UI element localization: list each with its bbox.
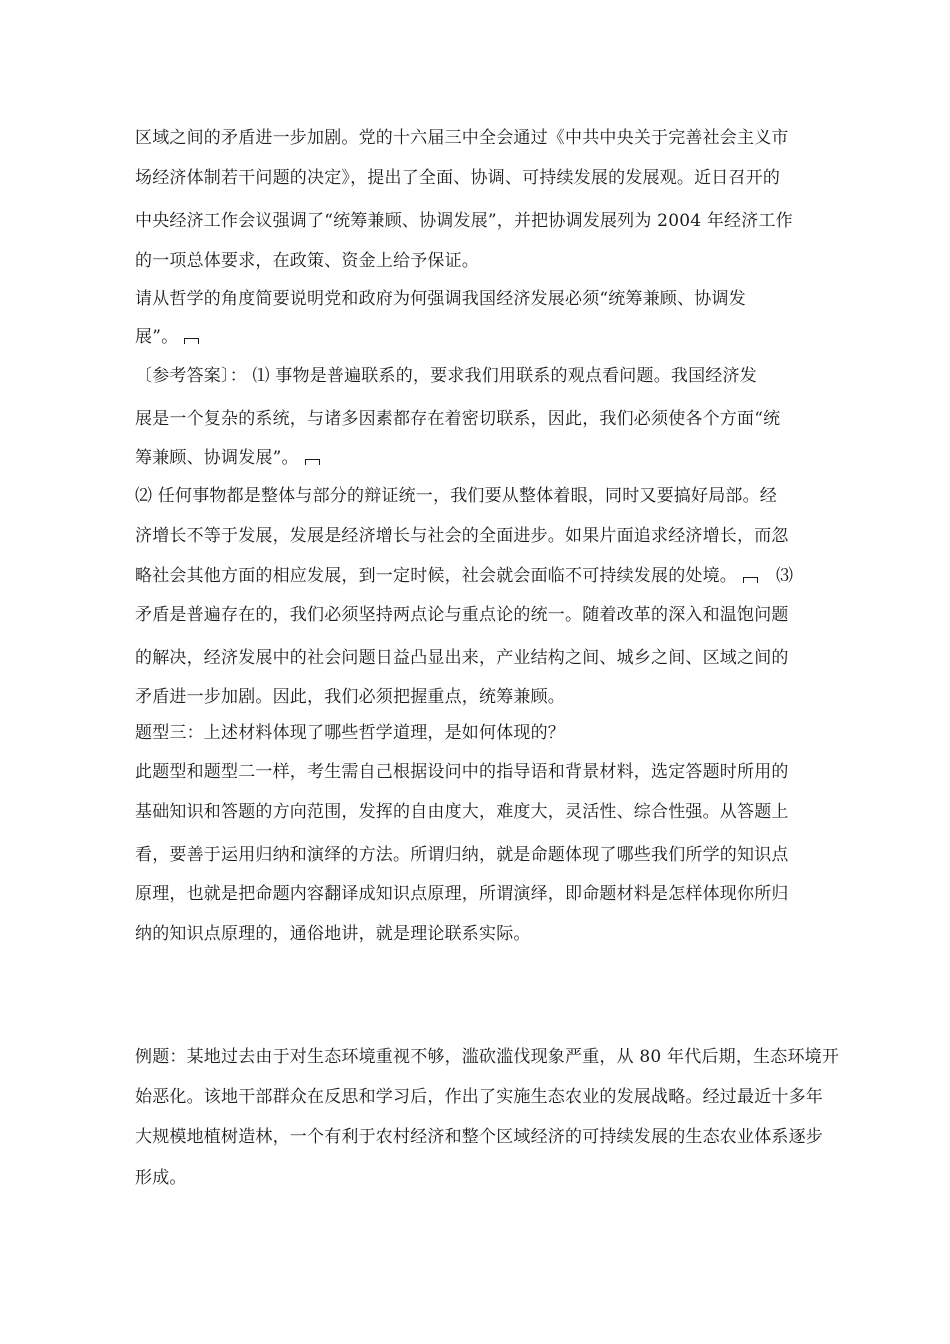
bracket-mark-icon (743, 577, 758, 583)
answer-line: 〔参考答案〕： ⑴ 事物是普遍联系的，要求我们用联系的观点看问题。我国经济发 (135, 366, 757, 386)
bracket-mark-icon (184, 338, 199, 344)
example-line: 大规模地植树造林，一个有利于农村经济和整个区域经济的可持续发展的生态农业体系逐步 (135, 1127, 823, 1147)
example-line: 形成。 (135, 1168, 187, 1188)
answer-line: 矛盾进一步加剧。因此，我们必须把握重点，统筹兼顾。 (135, 687, 565, 707)
text-line: 基础知识和答题的方向范围，发挥的自由度大，难度大，灵活性、综合性强。从答题上 (135, 802, 789, 822)
answer-line: 的解决，经济发展中的社会问题日益凸显出来，产业结构之间、城乡之间、区域之间的 (135, 648, 789, 668)
answer-line: ⑵ 任何事物都是整体与部分的辩证统一，我们要从整体着眼，同时又要搞好局部。经 (135, 486, 778, 506)
text-line: 区域之间的矛盾进一步加剧。党的十六届三中全会通过《中共中央关于完善社会主义市 (135, 128, 789, 148)
question-line (135, 327, 199, 347)
example-line: 例题：某地过去由于对生态环境重视不够，滥砍滥伐现象严重，从 80 年代后期，生态环境开 (135, 1047, 840, 1067)
text-line: 中央经济工作会议强调了“统筹兼顾、协调发展”，并把协调发展列为 2004 年经济工作 (135, 211, 793, 231)
answer-line: 矛盾是普遍存在的，我们必须坚持两点论与重点论的统一。随着改革的深入和温饱问题 (135, 605, 789, 625)
text-line: 的一项总体要求，在政策、资金上给予保证。 (135, 251, 479, 271)
example-line: 始恶化。该地干部群众在反思和学习后，作出了实施生态农业的发展战略。经过最近十多年 (135, 1087, 823, 1107)
answer-line: 展是一个复杂的系统，与诸多因素都存在着密切联系，因此，我们必须使各个方面“统 (135, 409, 781, 429)
answer-line-text: 筹兼顾、协调发展”。 (135, 448, 299, 468)
answer-line (135, 566, 793, 586)
answer-number: ⑶ (776, 566, 794, 586)
text-line: 此题型和题型二一样，考生需自己根据设问中的指导语和背景材料，选定答题时所用的 (135, 762, 789, 782)
text-line: 场经济体制若干问题的决定》，提出了全面、协调、可持续发展的发展观。近日召开的 (135, 168, 781, 188)
text-line: 原理，也就是把命题内容翻译成知识点原理，所谓演绎，即命题材料是怎样体现你所归 (135, 884, 789, 904)
answer-line: 济增长不等于发展，发展是经济增长与社会的全面进步。如果片面追求经济增长，而忽 (135, 526, 789, 546)
question-line: 请从哲学的角度简要说明党和政府为何强调我国经济发展必须“统筹兼顾、协调发 (135, 289, 746, 309)
bracket-mark-icon (305, 459, 320, 465)
question-line-text: 展”。 (135, 327, 179, 347)
text-line: 纳的知识点原理的，通俗地讲，就是理论联系实际。 (135, 924, 531, 944)
section-heading: 题型三：上述材料体现了哪些哲学道理，是如何体现的？ (135, 723, 565, 743)
answer-line-text: 略社会其他方面的相应发展，到一定时候，社会就会面临不可持续发展的处境。 (135, 566, 737, 586)
text-line: 看，要善于运用归纳和演绎的方法。所谓归纳，就是命题体现了哪些我们所学的知识点 (135, 845, 789, 865)
answer-line (135, 448, 320, 468)
